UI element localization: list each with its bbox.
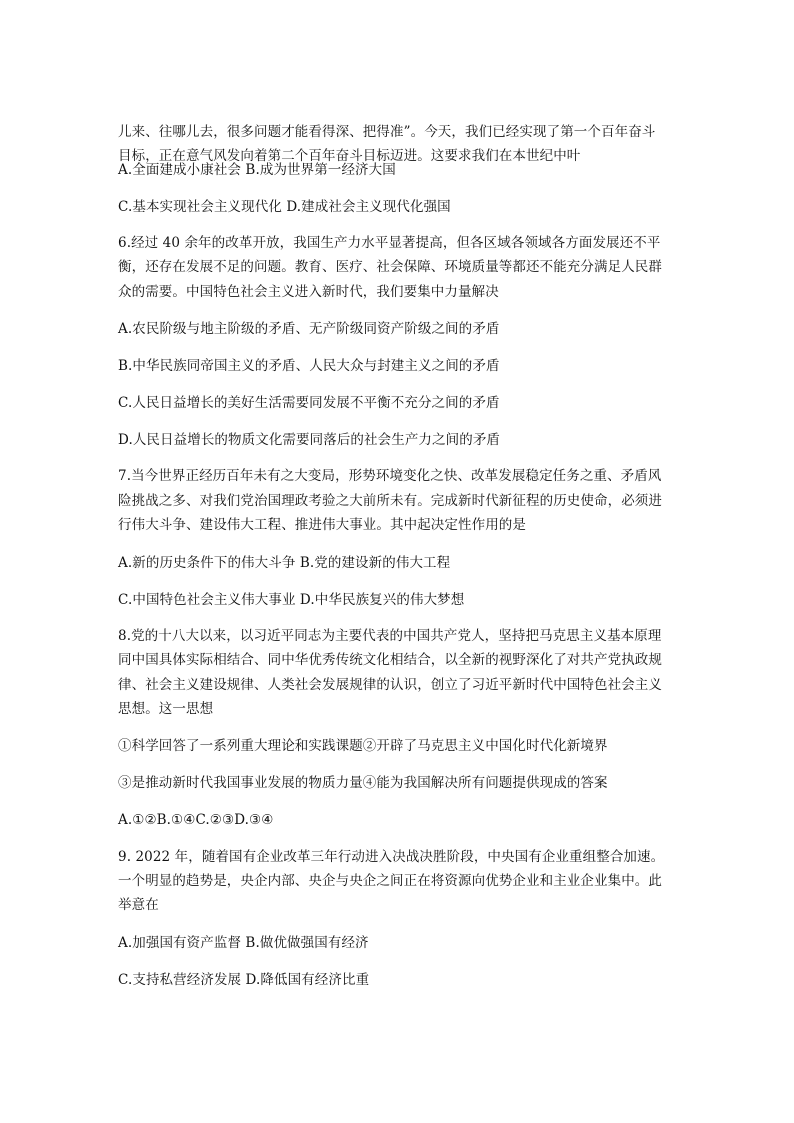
option-line: A.全面建成小康社会 B.成为世界第一经济大国 (118, 162, 396, 178)
option-line: D.人民日益增长的物质文化需要同落后的社会生产力之间的矛盾 (118, 432, 501, 448)
question-8-line: 同中国具体实际相结合、同中华优秀传统文化相结合，以全新的视野深化了对共产党执政规 (118, 652, 662, 668)
question-9-line: 一个明显的趋势是，央企内部、央企与央企之间正在将资源向优势企业和主业企业集中。此 (118, 873, 662, 889)
question-7-line: 险挑战之多、对我们党治国理政考验之大前所未有。完成新时代新征程的历史使命，必须进 (118, 493, 662, 509)
statement-line: ③是推动新时代我国事业发展的物质力量④能为我国解决所有问题提供现成的答案 (118, 775, 608, 791)
question-8-line: 思想。这一思想 (118, 701, 214, 717)
question-9-line: 9. 2022 年，随着国有企业改革三年行动进入决战决胜阶段，中央国有企业重组整合加速。 (118, 849, 665, 865)
option-line: C.基本实现社会主义现代化 D.建成社会主义现代化强国 (118, 199, 451, 215)
text-line: 目标，正在意气风发向着第二个百年奋斗目标迈进。这要求我们在本世纪中叶 (118, 148, 581, 164)
question-9-line: 举意在 (118, 897, 159, 913)
question-6-line: 6.经过 40 余年的改革开放，我国生产力水平显著提高，但各区域各领域各方面发展还不平 (118, 235, 661, 251)
question-7-line: 7.当今世界正经历百年未有之大变局，形势环境变化之快、改革发展稳定任务之重、矛盾风 (118, 468, 662, 484)
question-7-line: 行伟大斗争、建设伟大工程、推进伟大事业。其中起决定性作用的是 (118, 517, 526, 533)
option-line: C.中国特色社会主义伟大事业 D.中华民族复兴的伟大梦想 (118, 592, 465, 608)
text-line: 儿来、往哪儿去，很多问题才能看得深、把得准”。今天，我们已经实现了第一个百年奋斗 (118, 124, 656, 140)
question-8-line: 律、社会主义建设规律、人类社会发展规律的认识，创立了习近平新时代中国特色社会主义 (118, 677, 662, 693)
question-6-line: 众的需要。中国特色社会主义进入新时代，我们要集中力量解决 (118, 284, 499, 300)
option-line: C.支持私营经济发展 D.降低国有经济比重 (118, 972, 370, 988)
option-line: A.①②B.①④C.②③D.③④ (118, 812, 274, 828)
option-line: A.新的历史条件下的伟大斗争 B.党的建设新的伟大工程 (118, 555, 451, 571)
question-8-line: 8.党的十八大以来，以习近平同志为主要代表的中国共产党人，坚持把马克思主义基本原理 (118, 628, 662, 644)
option-line: C.人民日益增长的美好生活需要同发展不平衡不充分之间的矛盾 (118, 395, 500, 411)
option-line: A.农民阶级与地主阶级的矛盾、无产阶级同资产阶级之间的矛盾 (118, 321, 500, 337)
option-line: B.中华民族同帝国主义的矛盾、人民大众与封建主义之间的矛盾 (118, 358, 500, 374)
option-line: A.加强国有资产监督 B.做优做强国有经济 (118, 935, 369, 951)
question-6-line: 衡，还存在发展不足的问题。教育、医疗、社会保障、环境质量等都还不能充分满足人民群 (118, 259, 662, 275)
statement-line: ①科学回答了一系列重大理论和实践课题②开辟了马克思主义中国化时代化新境界 (118, 738, 608, 754)
